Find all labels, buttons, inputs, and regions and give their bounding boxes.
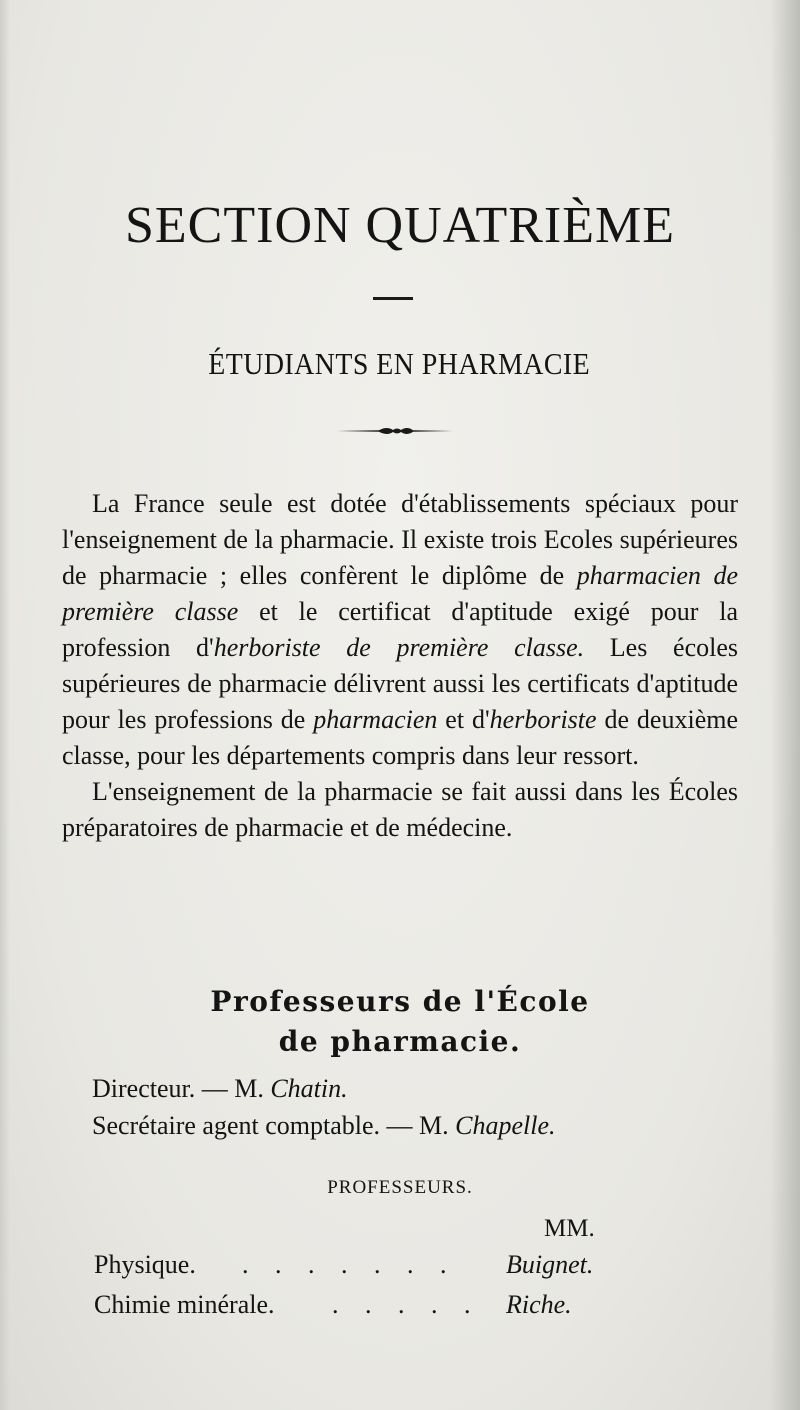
body-text xyxy=(62,486,738,846)
professor-name: Buignet. xyxy=(506,1250,594,1279)
text-segment: et le certificat d'aptitude exigé pour la profession d' xyxy=(62,597,739,662)
professor-row xyxy=(94,1288,654,1322)
professors-label: PROFESSEURS. xyxy=(327,1177,473,1198)
ornament-divider xyxy=(335,423,455,439)
leader-dots: . . . . . xyxy=(332,1290,481,1319)
officer-role: Secrétaire agent comptable. — M. xyxy=(92,1111,456,1140)
italic-term: herboriste xyxy=(489,705,597,734)
italic-term: pharmacien xyxy=(313,705,438,734)
professor-row xyxy=(94,1248,654,1282)
officer-name: Chatin. xyxy=(270,1074,348,1103)
text-segment: de deuxième classe, pour les départements compris dans leur ressort. xyxy=(62,705,739,770)
italic-term: pharmacien de première classe xyxy=(62,561,738,626)
professor-subject: Physique. xyxy=(94,1250,196,1279)
text-segment: La France seule est dotée d'établissements spéciaux pour l'enseignement de la pharmacie. Il existe trois Ecoles supérieures de pharmacie ; elles confèrent le diplôme de xyxy=(62,489,738,590)
faculty-heading-line-1: Professeurs de l'École xyxy=(210,985,590,1018)
officer-role: Directeur. — M. xyxy=(92,1074,271,1103)
title-rule xyxy=(373,297,413,300)
mm-label: MM. xyxy=(544,1215,595,1242)
section-title: SECTION QUATRIÈME xyxy=(125,197,675,254)
faculty-heading-line-2: de pharmacie. xyxy=(278,1025,522,1058)
paragraph-intro xyxy=(62,486,738,774)
faculty-heading xyxy=(0,982,800,1062)
italic-term: herboriste de première classe. xyxy=(213,633,585,662)
text-segment: et d' xyxy=(437,705,490,734)
section-subtitle: ÉTUDIANTS EN PHARMACIE xyxy=(208,346,591,381)
officer-secretary xyxy=(92,1109,556,1143)
professor-subject: Chimie minérale. xyxy=(94,1290,275,1319)
professor-name: Riche. xyxy=(506,1290,572,1319)
officer-name: Chapelle. xyxy=(455,1111,556,1140)
text-segment: Les écoles supérieures de pharmacie délivrent aussi les certificats d'aptitude pour les professions de xyxy=(62,633,738,734)
officer-director xyxy=(92,1072,348,1106)
leader-dots: . . . . . . . xyxy=(242,1250,457,1279)
paragraph-preparatory-schools: L'enseignement de la pharmacie se fait aussi dans les Écoles préparatoires de pharmacie et de médecine. xyxy=(62,777,738,842)
